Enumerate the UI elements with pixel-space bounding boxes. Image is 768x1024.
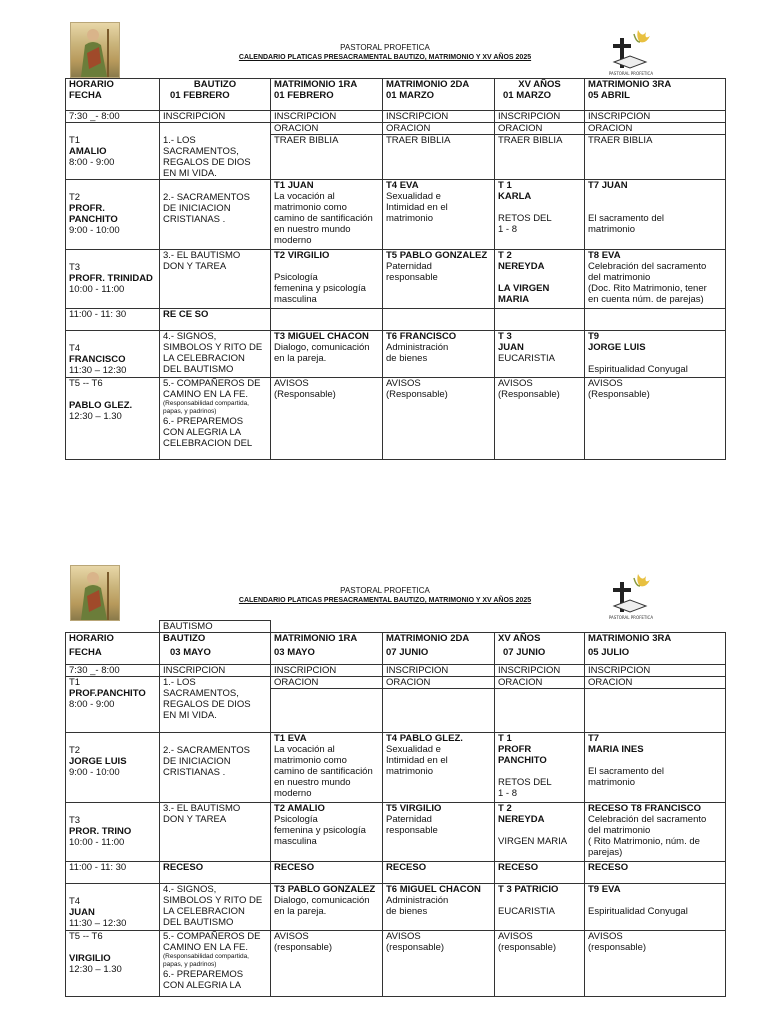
cell-xv: TRAER BIBLIA: [495, 134, 585, 179]
topic-title: T8 EVA: [588, 249, 621, 261]
speaker-name: JORGE LUIS: [69, 756, 127, 767]
topic-line: de bienes: [386, 906, 428, 917]
topic-line: matrimonio: [386, 766, 433, 777]
fecha-label: FECHA: [69, 646, 102, 658]
topic-line: en cuenta núm. de parejas): [588, 293, 704, 305]
table-row: [66, 931, 726, 997]
date-xv: 07 JUNIO: [503, 646, 546, 658]
avisos-label: AVISOS: [386, 931, 421, 942]
topic-title: T3 PABLO GONZALEZ: [274, 884, 376, 895]
saint-image: [70, 22, 120, 78]
topic-title: T2 VIRGILIO: [274, 249, 330, 261]
topic-title: T3 MIGUEL CHACON: [274, 330, 369, 342]
avisos-note: (Responsable): [386, 388, 448, 400]
table-row: [66, 803, 726, 862]
turn-label: T2: [69, 745, 81, 756]
col-matrimonio-2da: MATRIMONIO 2DA: [386, 79, 470, 90]
topic-line: Administración: [386, 341, 449, 353]
topic-line: Paternidad: [386, 260, 432, 272]
topic-line: en nuestro mundo: [274, 223, 351, 235]
topic-line: masculina: [274, 836, 317, 847]
topic-line: Administración: [386, 895, 449, 906]
turn-label: T4: [69, 342, 81, 354]
speaker-name: JORGE LUIS: [588, 341, 646, 353]
topic-line: parejas): [588, 847, 623, 858]
topic-line: Celebración del sacramento: [588, 814, 707, 825]
avisos-label: AVISOS: [588, 377, 623, 389]
topic-line: moderno: [274, 788, 312, 799]
topic-line: Sexualidad e: [386, 744, 441, 755]
fecha-label: FECHA: [69, 90, 102, 101]
table-row: [66, 110, 726, 122]
turn-time: 9:00 - 10:00: [69, 767, 120, 778]
cell-xv: INSCRIPCION: [495, 110, 585, 122]
turn-time: 8:00 - 9:00: [69, 156, 115, 168]
time-cell: 7:30 _- 8:00: [66, 665, 160, 677]
avisos-label: AVISOS: [498, 377, 533, 389]
topic-line: responsable: [386, 825, 438, 836]
time-cell: 11:00 - 11: 30: [66, 862, 160, 884]
topic-line: Espiritualidad Conyugal: [588, 363, 688, 375]
topic-line: 6.- PREPAREMOS: [163, 415, 244, 427]
topic-line: 1.- LOS: [163, 677, 196, 688]
turn-label: T5 -- T6: [69, 931, 103, 942]
topic-line: SACRAMENTOS,: [163, 688, 239, 699]
cell-xv: ORACION: [495, 677, 585, 689]
cell-bautizo: INSCRIPCION: [160, 665, 271, 677]
turn-label: T5 -- T6: [69, 377, 103, 389]
topic-line: matrimonio: [588, 223, 635, 235]
turn-label: T4: [69, 896, 81, 907]
topic-line: matrimonio como: [274, 755, 347, 766]
topic-line: 3.- EL BAUTISMO: [163, 249, 241, 261]
table-row: [66, 862, 726, 884]
topic-line: La vocación al: [274, 190, 335, 202]
topic-line: REGALOS DE DIOS: [163, 156, 251, 168]
turn-time: 11:30 – 12:30: [69, 918, 127, 929]
avisos-label: AVISOS: [588, 931, 623, 942]
speaker-name: AMALIO: [69, 145, 107, 157]
col-bautizo: BAUTIZO: [163, 633, 206, 644]
speaker-name: JUAN: [69, 907, 95, 918]
table-row: [66, 330, 726, 377]
receso-label: RECESO: [383, 862, 495, 884]
topic-line: CAMINO EN LA FE.: [163, 388, 248, 400]
cell-m2: ORACION: [383, 122, 495, 134]
speaker-name: PANCHITO: [498, 755, 547, 766]
topic-line: 3.- EL BAUTISMO: [163, 803, 241, 814]
pastoral-logo: [606, 568, 656, 620]
turn-time: 10:00 - 11:00: [69, 283, 125, 295]
topic-note: (Responsabilidad compartida,: [163, 953, 249, 960]
topic-line: RETOS DEL: [498, 212, 552, 224]
cell-m3: TRAER BIBLIA: [585, 134, 726, 179]
table-row: [66, 733, 726, 803]
turn-time: 11:30 – 12:30: [69, 364, 127, 376]
topic-title: T7: [588, 733, 600, 744]
topic-line: 2.- SACRAMENTOS: [163, 191, 250, 203]
topic-line: VIRGEN MARIA: [498, 836, 568, 847]
col-matrimonio-3ra: MATRIMONIO 3RA: [588, 633, 672, 644]
receso-label: RECESO: [585, 862, 726, 884]
col-xv-anos: XV AÑOS: [518, 79, 561, 90]
topic-line: del matrimonio: [588, 271, 651, 283]
topic-line: LA CELEBRACION: [163, 352, 245, 364]
avisos-note: (Responsable): [588, 388, 650, 400]
avisos-label: AVISOS: [498, 931, 533, 942]
topic-line: Espiritualidad Conyugal: [588, 906, 688, 917]
topic-line: Sexualidad e: [386, 190, 441, 202]
turn-label: T3: [69, 815, 81, 826]
topic-line: La vocación al: [274, 744, 335, 755]
receso-label: RE CE SO: [160, 308, 271, 330]
col-horario: HORARIO: [69, 633, 114, 644]
topic-line: SIMBOLOS Y RITO DE: [163, 341, 263, 353]
cell-m2: ORACION: [383, 677, 495, 689]
speaker-name: MARIA INES: [588, 744, 644, 755]
date-m3: 05 ABRIL: [588, 90, 630, 101]
avisos-note: (Responsable): [274, 388, 336, 400]
topic-line: Psicología: [274, 271, 318, 283]
date-row: [66, 90, 726, 110]
topic-line: Dialogo, comunicación: [274, 895, 370, 906]
topic-line: SIMBOLOS Y RITO DE: [163, 895, 263, 906]
topic-line: moderno: [274, 234, 312, 246]
receso-label: RECESO: [160, 862, 271, 884]
cell-m2: INSCRIPCION: [383, 110, 495, 122]
time-cell: 11:00 - 11: 30: [66, 308, 160, 330]
table-row: [66, 308, 726, 330]
topic-line: DEL BAUTISMO: [163, 363, 234, 375]
topic-line: 1.- LOS: [163, 134, 196, 146]
topic-line: Intimidad en el: [386, 755, 448, 766]
date-row: [66, 647, 726, 665]
cell-m1: ORACION: [271, 677, 383, 689]
schedule-table-1: [65, 78, 726, 460]
topic-line: CRISTIANAS .: [163, 213, 226, 225]
cell-m1: TRAER BIBLIA: [271, 134, 383, 179]
topic-line: El sacramento del: [588, 766, 665, 777]
topic-line: REGALOS DE DIOS: [163, 699, 251, 710]
pastoral-logo: [606, 24, 656, 76]
turn-label: T2: [69, 191, 81, 203]
speaker-name: PROFR. TRINIDAD: [69, 272, 153, 284]
topic-line: (Doc. Rito Matrimonio, tener: [588, 282, 707, 294]
speaker-name: PROF.PANCHITO: [69, 688, 146, 699]
avisos-label: AVISOS: [386, 377, 421, 389]
topic-line: 6.- PREPAREMOS: [163, 969, 244, 980]
speaker-name: PABLO GLEZ.: [69, 399, 133, 411]
topic-line: Dialogo, comunicación: [274, 341, 370, 353]
topic-title: T 1: [498, 733, 512, 744]
avisos-note: (responsable): [588, 942, 647, 953]
topic-title: T7 JUAN: [588, 179, 628, 191]
cell-m2: TRAER BIBLIA: [383, 134, 495, 179]
speaker-name: VIRGILIO: [69, 953, 111, 964]
turn-label: T3: [69, 261, 81, 273]
svg-text:PASTORAL PROFETICA: PASTORAL PROFETICA: [608, 71, 654, 76]
topic-line: ( Rito Matrimonio, núm. de: [588, 836, 700, 847]
svg-text:PASTORAL PROFETICA: PASTORAL PROFETICA: [608, 615, 654, 620]
cell-m3: INSCRIPCION: [585, 110, 726, 122]
topic-line: 1 - 8: [498, 788, 518, 799]
speaker-name: NEREYDA: [498, 814, 545, 825]
topic-line: masculina: [274, 293, 317, 305]
topic-line: CON ALEGRIA LA: [163, 980, 242, 991]
turn-label: T1: [69, 134, 81, 146]
header-subtitle: CALENDARIO PLATICAS PRESACRAMENTAL BAUTIZO, MATRIMONIO Y XV AÑOS 2025: [238, 597, 532, 604]
topic-line: Celebración del sacramento: [588, 260, 707, 272]
topic-title: T5 PABLO GONZALEZ: [386, 249, 488, 261]
topic-title: T4 PABLO GLEZ.: [386, 733, 463, 744]
topic-line: CELEBRACION DEL: [163, 437, 253, 449]
cell-m3: INSCRIPCION: [585, 665, 726, 677]
speaker-name: PROFR.: [69, 202, 105, 214]
table-row: [66, 179, 726, 249]
topic-note: papas, y padrinos): [163, 961, 217, 968]
topic-line: femenina y psicología: [274, 282, 366, 294]
avisos-label: AVISOS: [274, 931, 309, 942]
table-row: [66, 884, 726, 931]
avisos-note: (responsable): [274, 942, 333, 953]
cell-m1: INSCRIPCION: [271, 110, 383, 122]
date-bautizo: 03 MAYO: [170, 646, 211, 658]
topic-title: T 1: [498, 179, 512, 191]
col-matrimonio-1ra: MATRIMONIO 1RA: [274, 633, 358, 644]
avisos-label: AVISOS: [274, 377, 309, 389]
col-matrimonio-1ra: MATRIMONIO 1RA: [274, 79, 358, 90]
topic-line: matrimonio: [588, 777, 635, 788]
receso-label: RECESO: [495, 862, 585, 884]
calendar-page-2: [0, 560, 768, 1024]
avisos-note: (Responsable): [498, 388, 560, 400]
cell-xv: INSCRIPCION: [495, 665, 585, 677]
speaker-name: PANCHITO: [69, 213, 118, 225]
topic-line: RETOS DEL: [498, 777, 552, 788]
topic-line: 1 - 8: [498, 223, 518, 235]
topic-line: en nuestro mundo: [274, 777, 351, 788]
speaker-name: NEREYDA: [498, 260, 545, 272]
cell-m3: ORACION: [585, 122, 726, 134]
topic-title: T6 FRANCISCO: [386, 330, 457, 342]
turn-label: T1: [69, 677, 81, 688]
topic-title: T 2: [498, 803, 512, 814]
topic-line: camino de santificación: [274, 212, 373, 224]
topic-title: T1 JUAN: [274, 179, 314, 191]
topic-line: DEL BAUTISMO: [163, 917, 234, 928]
topic-line: en la pareja.: [274, 906, 327, 917]
topic-line: Paternidad: [386, 814, 432, 825]
col-matrimonio-2da: MATRIMONIO 2DA: [386, 633, 470, 644]
col-bautizo: BAUTIZO: [193, 79, 237, 90]
speaker-name: JUAN: [498, 341, 524, 353]
table-row: [66, 249, 726, 308]
topic-title: T2 AMALIO: [274, 803, 325, 814]
topic-line: 5.- COMPAÑEROS DE: [163, 377, 261, 389]
turn-time: 8:00 - 9:00: [69, 699, 115, 710]
topic-line: LA CELEBRACION: [163, 906, 245, 917]
table-header-row: [66, 633, 726, 647]
topic-line: Psicología: [274, 814, 318, 825]
speaker-name: PROFR: [498, 744, 532, 755]
saint-image: [70, 565, 120, 621]
speaker-name: PROR. TRINO: [69, 826, 132, 837]
topic-line: matrimonio: [386, 212, 433, 224]
topic-line: EUCARISTIA: [498, 352, 556, 364]
schedule-table-2: [65, 620, 726, 997]
topic-line: CON ALEGRIA LA: [163, 426, 242, 438]
cross-bible-icon: [606, 568, 656, 620]
turn-time: 12:30 – 1.30: [69, 964, 122, 975]
topic-line: CRISTIANAS .: [163, 767, 226, 778]
topic-line: El sacramento del: [588, 212, 665, 224]
date-m2: 01 MARZO: [386, 90, 435, 101]
speaker-name: FRANCISCO: [69, 353, 126, 365]
topic-line: matrimonio como: [274, 201, 347, 213]
topic-line: MARIA: [498, 293, 530, 305]
topic-line: femenina y psicología: [274, 825, 366, 836]
turn-time: 12:30 – 1.30: [69, 410, 122, 422]
cell-bautizo: INSCRIPCION: [160, 110, 271, 122]
cell-m2: INSCRIPCION: [383, 665, 495, 677]
topic-line: camino de santificación: [274, 766, 373, 777]
topic-title: T 3 PATRICIO: [498, 884, 559, 895]
time-cell: 7:30 _- 8:00: [66, 110, 160, 122]
date-m2: 07 JUNIO: [386, 646, 429, 658]
col-matrimonio-3ra: MATRIMONIO 3RA: [588, 79, 672, 90]
topic-line: DE INICIACION: [163, 202, 231, 214]
topic-title: T1 EVA: [274, 733, 307, 744]
date-xv: 01 MARZO: [503, 90, 552, 101]
topic-line: DON Y TAREA: [163, 814, 227, 825]
topic-line: DON Y TAREA: [163, 260, 227, 272]
topic-line: del matrimonio: [588, 825, 651, 836]
topic-line: 5.- COMPAÑEROS DE: [163, 931, 261, 942]
table-row: [66, 677, 726, 689]
topic-title: T 3: [498, 330, 512, 342]
topic-title: T4 EVA: [386, 179, 419, 191]
topic-note: papas, y padrinos): [163, 407, 217, 415]
table-row: [66, 122, 726, 134]
turn-time: 10:00 - 11:00: [69, 837, 125, 848]
topic-title: T5 VIRGILIO: [386, 803, 442, 814]
topic-title: T6 MIGUEL CHACON: [386, 884, 481, 895]
topic-line: EUCARISTIA: [498, 906, 556, 917]
cross-bible-icon: [606, 24, 656, 76]
avisos-note: (responsable): [386, 942, 445, 953]
avisos-note: (responsable): [498, 942, 557, 953]
carry-over-text: BAUTISMO: [160, 621, 271, 633]
date-m3: 05 JULIO: [588, 646, 630, 658]
table-header-row: [66, 79, 726, 91]
header-subtitle: CALENDARIO PLATICAS PRESACRAMENTAL BAUTIZO, MATRIMONIO Y XV AÑOS 2025: [238, 54, 532, 61]
table-row: [66, 377, 726, 459]
turn-time: 9:00 - 10:00: [69, 224, 120, 236]
header-title: PASTORAL PROFETICA: [340, 586, 430, 595]
carry-over-row: [66, 621, 726, 633]
topic-line: EN MI VIDA.: [163, 710, 217, 721]
topic-line: CAMINO EN LA FE.: [163, 942, 248, 953]
topic-line: 4.- SIGNOS,: [163, 330, 217, 342]
calendar-page-1: [0, 0, 768, 470]
topic-line: SACRAMENTOS,: [163, 145, 239, 157]
topic-title: T9: [588, 330, 600, 342]
topic-line: en la pareja.: [274, 352, 327, 364]
cell-m3: ORACION: [585, 677, 726, 689]
topic-line: 4.- SIGNOS,: [163, 884, 217, 895]
topic-line: LA VIRGEN: [498, 282, 550, 294]
col-horario: HORARIO: [69, 79, 114, 90]
topic-title: T 2: [498, 249, 512, 261]
date-bautizo: 01 FEBRERO: [170, 90, 230, 101]
cell-xv: ORACION: [495, 122, 585, 134]
topic-title: RECESO T8 FRANCISCO: [588, 803, 701, 814]
date-m1: 03 MAYO: [274, 646, 315, 658]
topic-line: 2.- SACRAMENTOS: [163, 745, 250, 756]
topic-line: DE INICIACION: [163, 756, 231, 767]
cell-m1: INSCRIPCION: [271, 665, 383, 677]
topic-title: T9 EVA: [588, 884, 621, 895]
topic-line: Intimidad en el: [386, 201, 448, 213]
cell-m1: ORACION: [271, 122, 383, 134]
date-m1: 01 FEBRERO: [274, 90, 334, 101]
col-xv-anos: XV AÑOS: [498, 633, 541, 644]
receso-label: RECESO: [271, 862, 383, 884]
topic-line: responsable: [386, 271, 438, 283]
table-row: [66, 665, 726, 677]
topic-line: EN MI VIDA.: [163, 167, 217, 179]
speaker-name: KARLA: [498, 190, 532, 202]
topic-note: (Responsabilidad compartida,: [163, 399, 249, 407]
header-title: PASTORAL PROFETICA: [340, 43, 430, 52]
topic-line: de bienes: [386, 352, 428, 364]
